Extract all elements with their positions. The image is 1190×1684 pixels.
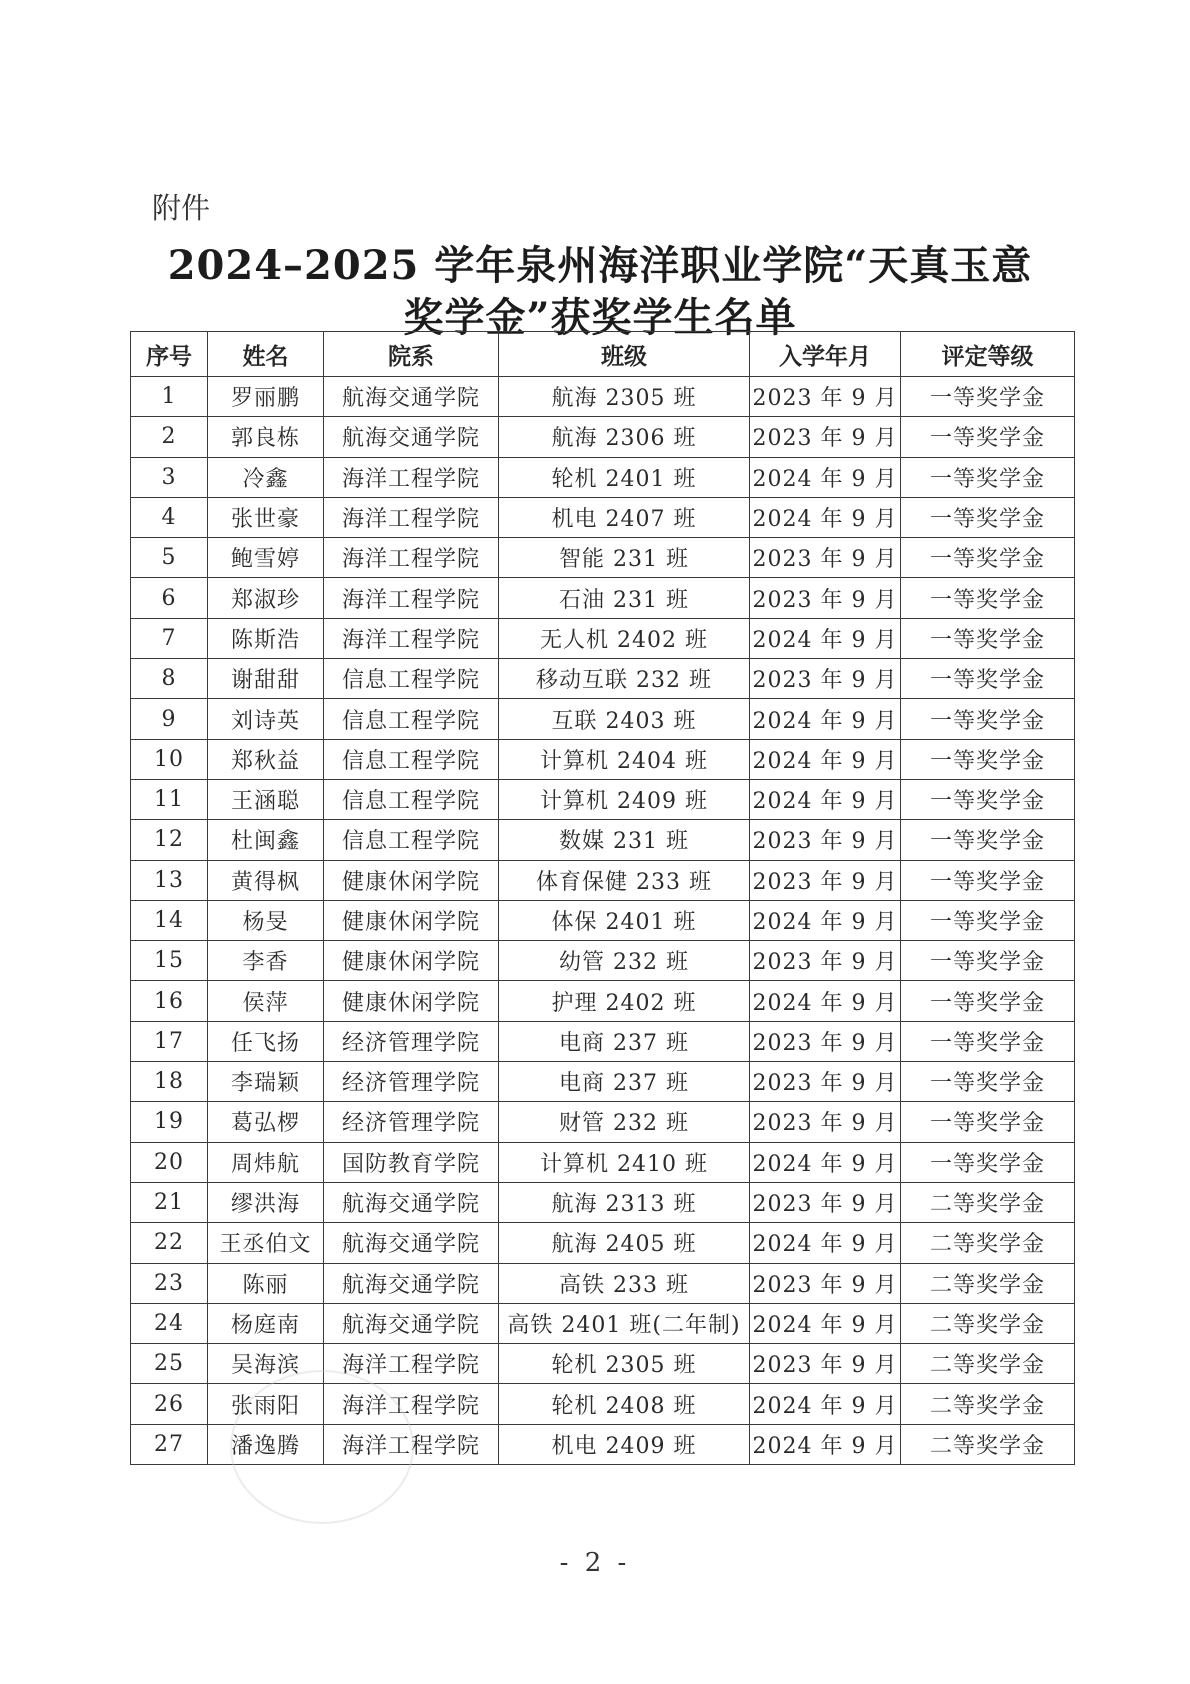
cell-name: 吴海滨 bbox=[208, 1344, 324, 1384]
page-number: - 2 - bbox=[559, 1548, 631, 1578]
cell-name: 陈斯浩 bbox=[208, 618, 324, 658]
cell-award-level: 一等奖学金 bbox=[901, 1102, 1075, 1142]
cell-name: 罗丽鹏 bbox=[208, 377, 324, 417]
cell-enrollment: 2023 年 9 月 bbox=[750, 1344, 901, 1384]
cell-award-level: 一等奖学金 bbox=[901, 900, 1075, 940]
table-row bbox=[131, 779, 1075, 819]
cell-index: 6 bbox=[131, 578, 208, 618]
cell-department: 海洋工程学院 bbox=[324, 1384, 499, 1424]
cell-department: 健康休闲学院 bbox=[324, 900, 499, 940]
cell-enrollment: 2024 年 9 月 bbox=[750, 457, 901, 497]
table-row bbox=[131, 699, 1075, 739]
cell-enrollment: 2024 年 9 月 bbox=[750, 981, 901, 1021]
cell-class: 机电 2407 班 bbox=[499, 497, 750, 537]
cell-index: 24 bbox=[131, 1303, 208, 1343]
cell-class: 互联 2403 班 bbox=[499, 699, 750, 739]
table-row bbox=[131, 377, 1075, 417]
award-list-table bbox=[130, 331, 1075, 1465]
cell-enrollment: 2023 年 9 月 bbox=[750, 1102, 901, 1142]
cell-department: 经济管理学院 bbox=[324, 1102, 499, 1142]
cell-department: 经济管理学院 bbox=[324, 1062, 499, 1102]
table-row bbox=[131, 1102, 1075, 1142]
table-row bbox=[131, 578, 1075, 618]
cell-award-level: 一等奖学金 bbox=[901, 1062, 1075, 1102]
table-row bbox=[131, 1021, 1075, 1061]
cell-class: 轮机 2408 班 bbox=[499, 1384, 750, 1424]
cell-index: 15 bbox=[131, 941, 208, 981]
table-row bbox=[131, 860, 1075, 900]
cell-index: 5 bbox=[131, 538, 208, 578]
cell-award-level: 二等奖学金 bbox=[901, 1303, 1075, 1343]
cell-award-level: 一等奖学金 bbox=[901, 699, 1075, 739]
cell-index: 3 bbox=[131, 457, 208, 497]
cell-class: 财管 232 班 bbox=[499, 1102, 750, 1142]
cell-enrollment: 2024 年 9 月 bbox=[750, 699, 901, 739]
cell-index: 14 bbox=[131, 900, 208, 940]
cell-department: 经济管理学院 bbox=[324, 1021, 499, 1061]
cell-enrollment: 2023 年 9 月 bbox=[750, 1263, 901, 1303]
cell-index: 8 bbox=[131, 659, 208, 699]
cell-award-level: 一等奖学金 bbox=[901, 1142, 1075, 1182]
cell-class: 航海 2405 班 bbox=[499, 1223, 750, 1263]
header-award-level: 评定等级 bbox=[901, 332, 1075, 377]
cell-class: 智能 231 班 bbox=[499, 538, 750, 578]
cell-award-level: 二等奖学金 bbox=[901, 1344, 1075, 1384]
cell-name: 郭良栋 bbox=[208, 417, 324, 457]
cell-name: 周炜航 bbox=[208, 1142, 324, 1182]
table-row bbox=[131, 659, 1075, 699]
cell-award-level: 二等奖学金 bbox=[901, 1424, 1075, 1464]
attachment-label: 附件 bbox=[152, 191, 211, 225]
cell-index: 13 bbox=[131, 860, 208, 900]
cell-enrollment: 2023 年 9 月 bbox=[750, 1182, 901, 1222]
cell-enrollment: 2024 年 9 月 bbox=[750, 1223, 901, 1263]
cell-department: 航海交通学院 bbox=[324, 1223, 499, 1263]
cell-name: 王丞伯文 bbox=[208, 1223, 324, 1263]
faded-seal-stamp bbox=[230, 1370, 414, 1524]
table-row bbox=[131, 1142, 1075, 1182]
cell-index: 21 bbox=[131, 1182, 208, 1222]
cell-award-level: 一等奖学金 bbox=[901, 457, 1075, 497]
cell-department: 航海交通学院 bbox=[324, 377, 499, 417]
header-index: 序号 bbox=[131, 332, 208, 377]
cell-index: 2 bbox=[131, 417, 208, 457]
cell-award-level: 一等奖学金 bbox=[901, 820, 1075, 860]
cell-award-level: 一等奖学金 bbox=[901, 1021, 1075, 1061]
cell-class: 高铁 233 班 bbox=[499, 1263, 750, 1303]
cell-index: 12 bbox=[131, 820, 208, 860]
cell-award-level: 二等奖学金 bbox=[901, 1223, 1075, 1263]
cell-award-level: 一等奖学金 bbox=[901, 497, 1075, 537]
cell-award-level: 一等奖学金 bbox=[901, 779, 1075, 819]
cell-name: 谢甜甜 bbox=[208, 659, 324, 699]
cell-index: 17 bbox=[131, 1021, 208, 1061]
cell-name: 王涵聪 bbox=[208, 779, 324, 819]
cell-department: 国防教育学院 bbox=[324, 1142, 499, 1182]
table-row bbox=[131, 1263, 1075, 1303]
document-title-line-1: 2024–2025 学年泉州海洋职业学院“天真玉意 bbox=[167, 242, 1033, 289]
table-row bbox=[131, 981, 1075, 1021]
cell-name: 刘诗英 bbox=[208, 699, 324, 739]
cell-name: 郑淑珍 bbox=[208, 578, 324, 618]
cell-index: 11 bbox=[131, 779, 208, 819]
cell-class: 航海 2313 班 bbox=[499, 1182, 750, 1222]
cell-class: 电商 237 班 bbox=[499, 1062, 750, 1102]
cell-department: 健康休闲学院 bbox=[324, 941, 499, 981]
cell-award-level: 一等奖学金 bbox=[901, 417, 1075, 457]
table-row bbox=[131, 1303, 1075, 1343]
cell-department: 信息工程学院 bbox=[324, 699, 499, 739]
cell-award-level: 二等奖学金 bbox=[901, 1384, 1075, 1424]
cell-award-level: 一等奖学金 bbox=[901, 981, 1075, 1021]
cell-name: 鲍雪婷 bbox=[208, 538, 324, 578]
cell-class: 航海 2306 班 bbox=[499, 417, 750, 457]
table-row bbox=[131, 1182, 1075, 1222]
cell-index: 10 bbox=[131, 739, 208, 779]
cell-award-level: 一等奖学金 bbox=[901, 578, 1075, 618]
cell-enrollment: 2024 年 9 月 bbox=[750, 1384, 901, 1424]
cell-name: 冷鑫 bbox=[208, 457, 324, 497]
cell-department: 航海交通学院 bbox=[324, 1182, 499, 1222]
cell-index: 18 bbox=[131, 1062, 208, 1102]
cell-award-level: 一等奖学金 bbox=[901, 739, 1075, 779]
table-row bbox=[131, 618, 1075, 658]
cell-index: 9 bbox=[131, 699, 208, 739]
document-title-line-2: 奖学金”获奖学生名单 bbox=[403, 294, 797, 341]
cell-name: 杨庭南 bbox=[208, 1303, 324, 1343]
cell-enrollment: 2024 年 9 月 bbox=[750, 1303, 901, 1343]
cell-class: 体保 2401 班 bbox=[499, 900, 750, 940]
table-row bbox=[131, 1223, 1075, 1263]
cell-name: 杨旻 bbox=[208, 900, 324, 940]
cell-class: 电商 237 班 bbox=[499, 1021, 750, 1061]
table-row bbox=[131, 457, 1075, 497]
table-row bbox=[131, 900, 1075, 940]
cell-class: 计算机 2409 班 bbox=[499, 779, 750, 819]
cell-enrollment: 2023 年 9 月 bbox=[750, 578, 901, 618]
cell-department: 海洋工程学院 bbox=[324, 578, 499, 618]
cell-index: 23 bbox=[131, 1263, 208, 1303]
cell-award-level: 二等奖学金 bbox=[901, 1263, 1075, 1303]
cell-index: 22 bbox=[131, 1223, 208, 1263]
cell-award-level: 一等奖学金 bbox=[901, 860, 1075, 900]
table-row bbox=[131, 820, 1075, 860]
cell-enrollment: 2023 年 9 月 bbox=[750, 860, 901, 900]
cell-department: 信息工程学院 bbox=[324, 779, 499, 819]
cell-enrollment: 2024 年 9 月 bbox=[750, 1424, 901, 1464]
cell-index: 20 bbox=[131, 1142, 208, 1182]
cell-department: 海洋工程学院 bbox=[324, 497, 499, 537]
cell-enrollment: 2023 年 9 月 bbox=[750, 1021, 901, 1061]
header-enrollment: 入学年月 bbox=[750, 332, 901, 377]
cell-enrollment: 2023 年 9 月 bbox=[750, 538, 901, 578]
cell-department: 海洋工程学院 bbox=[324, 538, 499, 578]
cell-index: 25 bbox=[131, 1344, 208, 1384]
cell-index: 4 bbox=[131, 497, 208, 537]
cell-name: 张世豪 bbox=[208, 497, 324, 537]
cell-enrollment: 2024 年 9 月 bbox=[750, 618, 901, 658]
cell-enrollment: 2023 年 9 月 bbox=[750, 941, 901, 981]
table-row bbox=[131, 417, 1075, 457]
cell-enrollment: 2024 年 9 月 bbox=[750, 497, 901, 537]
cell-name: 侯萍 bbox=[208, 981, 324, 1021]
cell-index: 16 bbox=[131, 981, 208, 1021]
cell-class: 数媒 231 班 bbox=[499, 820, 750, 860]
cell-class: 计算机 2410 班 bbox=[499, 1142, 750, 1182]
table-row bbox=[131, 538, 1075, 578]
cell-award-level: 二等奖学金 bbox=[901, 1182, 1075, 1222]
cell-enrollment: 2023 年 9 月 bbox=[750, 659, 901, 699]
cell-name: 郑秋益 bbox=[208, 739, 324, 779]
cell-enrollment: 2024 年 9 月 bbox=[750, 739, 901, 779]
cell-department: 航海交通学院 bbox=[324, 417, 499, 457]
cell-department: 航海交通学院 bbox=[324, 1303, 499, 1343]
cell-class: 体育保健 233 班 bbox=[499, 860, 750, 900]
cell-name: 李香 bbox=[208, 941, 324, 981]
cell-class: 石油 231 班 bbox=[499, 578, 750, 618]
cell-award-level: 一等奖学金 bbox=[901, 659, 1075, 699]
cell-enrollment: 2023 年 9 月 bbox=[750, 377, 901, 417]
cell-class: 无人机 2402 班 bbox=[499, 618, 750, 658]
table-row bbox=[131, 739, 1075, 779]
cell-enrollment: 2023 年 9 月 bbox=[750, 1062, 901, 1102]
cell-department: 信息工程学院 bbox=[324, 659, 499, 699]
cell-department: 信息工程学院 bbox=[324, 739, 499, 779]
cell-name: 张雨阳 bbox=[208, 1384, 324, 1424]
cell-department: 健康休闲学院 bbox=[324, 860, 499, 900]
cell-department: 海洋工程学院 bbox=[324, 618, 499, 658]
cell-enrollment: 2023 年 9 月 bbox=[750, 820, 901, 860]
cell-index: 26 bbox=[131, 1384, 208, 1424]
cell-name: 潘逸腾 bbox=[208, 1424, 324, 1464]
cell-class: 航海 2305 班 bbox=[499, 377, 750, 417]
header-name: 姓名 bbox=[208, 332, 324, 377]
cell-award-level: 一等奖学金 bbox=[901, 941, 1075, 981]
table-header-row bbox=[131, 332, 1075, 377]
cell-department: 信息工程学院 bbox=[324, 820, 499, 860]
cell-name: 李瑞颖 bbox=[208, 1062, 324, 1102]
table-row bbox=[131, 1062, 1075, 1102]
cell-name: 任飞扬 bbox=[208, 1021, 324, 1061]
table-row bbox=[131, 497, 1075, 537]
cell-department: 海洋工程学院 bbox=[324, 1424, 499, 1464]
cell-index: 27 bbox=[131, 1424, 208, 1464]
cell-award-level: 一等奖学金 bbox=[901, 618, 1075, 658]
cell-class: 机电 2409 班 bbox=[499, 1424, 750, 1464]
cell-enrollment: 2024 年 9 月 bbox=[750, 900, 901, 940]
cell-award-level: 一等奖学金 bbox=[901, 377, 1075, 417]
cell-department: 海洋工程学院 bbox=[324, 457, 499, 497]
cell-award-level: 一等奖学金 bbox=[901, 538, 1075, 578]
cell-class: 轮机 2305 班 bbox=[499, 1344, 750, 1384]
header-department: 院系 bbox=[324, 332, 499, 377]
cell-department: 海洋工程学院 bbox=[324, 1344, 499, 1384]
cell-index: 1 bbox=[131, 377, 208, 417]
cell-enrollment: 2024 年 9 月 bbox=[750, 1142, 901, 1182]
cell-enrollment: 2023 年 9 月 bbox=[750, 417, 901, 457]
cell-class: 移动互联 232 班 bbox=[499, 659, 750, 699]
cell-class: 幼管 232 班 bbox=[499, 941, 750, 981]
cell-enrollment: 2024 年 9 月 bbox=[750, 779, 901, 819]
cell-class: 轮机 2401 班 bbox=[499, 457, 750, 497]
header-class: 班级 bbox=[499, 332, 750, 377]
table-row bbox=[131, 1344, 1075, 1384]
cell-class: 高铁 2401 班(二年制) bbox=[499, 1303, 750, 1343]
table-body bbox=[131, 377, 1075, 1465]
cell-department: 航海交通学院 bbox=[324, 1263, 499, 1303]
cell-name: 葛弘椤 bbox=[208, 1102, 324, 1142]
cell-class: 护理 2402 班 bbox=[499, 981, 750, 1021]
table-row bbox=[131, 941, 1075, 981]
cell-name: 黄得枫 bbox=[208, 860, 324, 900]
cell-name: 杜闽鑫 bbox=[208, 820, 324, 860]
cell-index: 19 bbox=[131, 1102, 208, 1142]
cell-class: 计算机 2404 班 bbox=[499, 739, 750, 779]
cell-name: 缪洪海 bbox=[208, 1182, 324, 1222]
cell-index: 7 bbox=[131, 618, 208, 658]
cell-name: 陈丽 bbox=[208, 1263, 324, 1303]
cell-department: 健康休闲学院 bbox=[324, 981, 499, 1021]
